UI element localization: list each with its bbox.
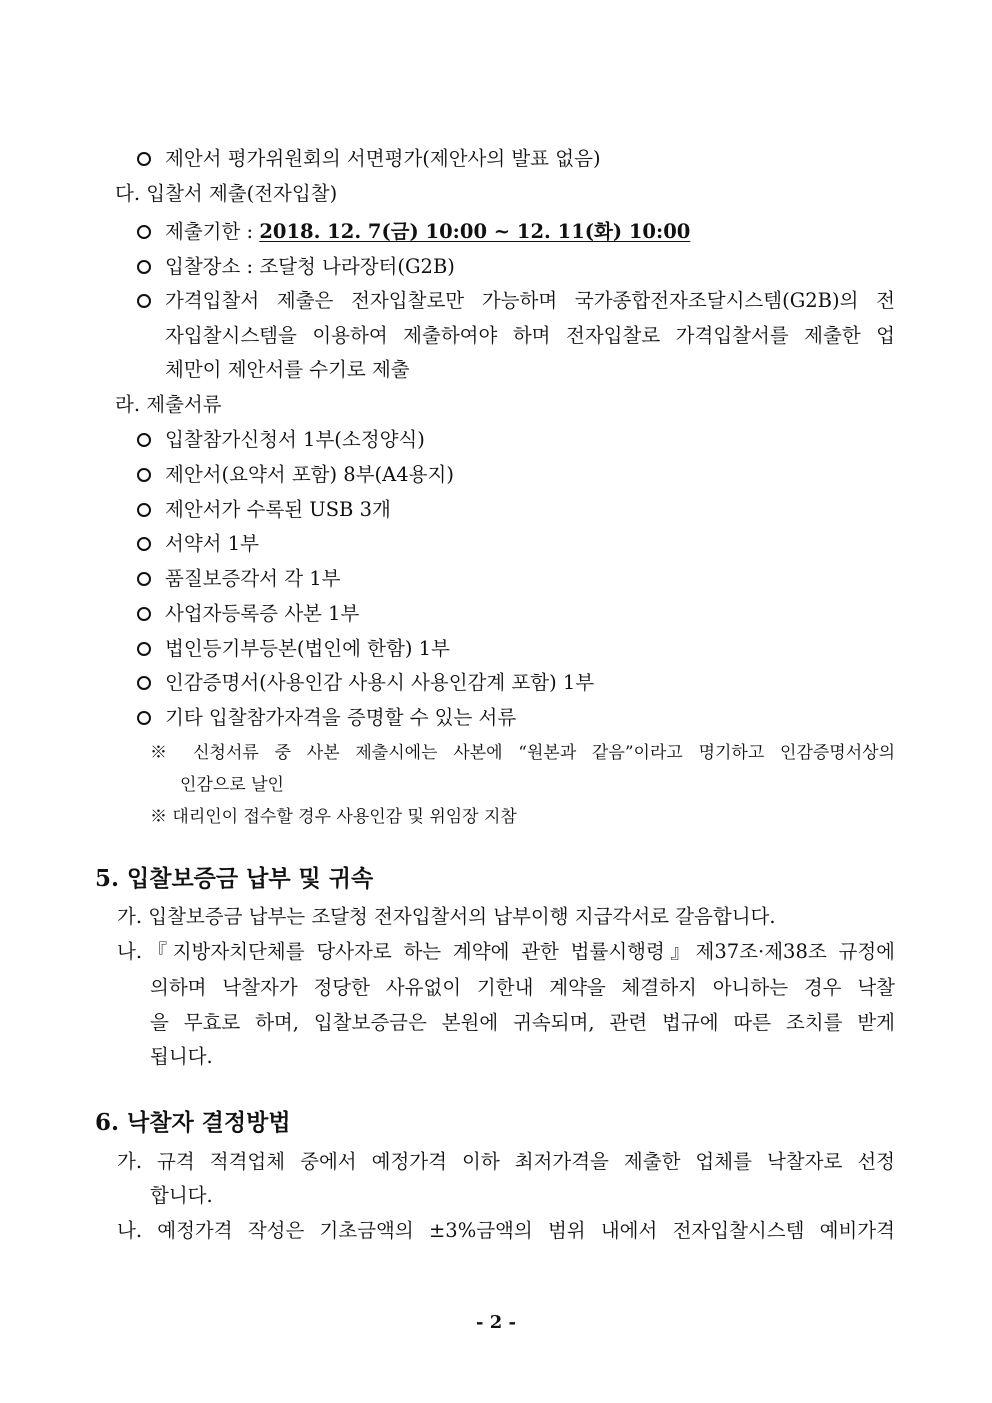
bullet-icon [137,537,151,551]
bullet-text: 법인등기부등본(법인에 한함) 1부 [165,637,450,660]
paragraph-line: 의하며 낙찰자가 정당한 사유없이 기한내 계약을 체결하지 아니하는 경우 낙찰 [150,976,895,999]
bullet-icon [137,676,151,690]
bullet-icon [137,152,151,166]
note-line: ※ 대리인이 접수할 경우 사용인감 및 위임장 지참 [150,807,517,827]
bullet-icon [137,433,151,447]
paragraph-line: 을 무효로 하며, 입찰보증금은 본원에 귀속되며, 관련 법규에 따른 조치를 받게 [150,1011,895,1034]
deadline-label: 제출기한 : [165,220,260,243]
bullet-icon [137,294,151,308]
paragraph-line: 합니다. [150,1184,213,1207]
paragraph-line: 가. 규격 적격업체 중에서 예정가격 이하 최저가격을 제출한 업체를 낙찰자로 선정 [117,1150,895,1173]
bullet-text-line: 가격입찰서 제출은 전자입찰로만 가능하며 국가종합전자조달시스템(G2B)의 전 [165,289,895,312]
bullet-icon [137,711,151,725]
bullet-text: 인감증명서(사용인감 사용시 사용인감계 포함) 1부 [165,671,595,694]
bullet-icon [137,468,151,482]
subsection-heading: 다. 입찰서 제출(전자입찰) [115,182,338,205]
note-line: 인감으로 날인 [180,775,284,795]
subsection-heading: 라. 제출서류 [115,393,222,416]
paragraph-line: 나.『지방자치단체를 당사자로 하는 계약에 관한 법률시행령』제37조·제38조 규정에 [117,940,895,963]
bullet-text-line: 체만이 제안서를 수기로 제출 [165,358,410,381]
paragraph-line: 가. 입찰보증금 납부는 조달청 전자입찰서의 납부이행 지급각서로 갈음합니다. [117,905,776,928]
bullet-text: 품질보증각서 각 1부 [165,567,341,590]
section-heading: 5. 입찰보증금 납부 및 귀속 [95,865,374,892]
note-line: ※ 신청서류 중 사본 제출시에는 사본에 “원본과 같음”이라고 명기하고 인감증명서상의 [150,743,895,763]
bullet-icon [137,642,151,656]
bullet-icon [137,503,151,517]
bullet-text [165,219,690,245]
bullet-text-line: 자입찰시스템을 이용하여 제출하여야 하며 전자입찰로 가격입찰서를 제출한 업 [165,324,895,347]
bullet-text: 입찰장소 : 조달청 나라장터(G2B) [165,255,455,278]
deadline-value: 2018. 12. 7(금) 10:00 ~ 12. 11(화) 10:00 [259,220,691,243]
bullet-text: 입찰참가신청서 1부(소정양식) [165,428,425,451]
bullet-text: 사업자등록증 사본 1부 [165,602,360,625]
bullet-icon [137,607,151,621]
paragraph-line: 됩니다. [150,1045,213,1068]
section-heading: 6. 낙찰자 결정방법 [95,1109,291,1136]
bullet-text: 제안서가 수록된 USB 3개 [165,498,391,521]
bullet-text: 제안서 평가위원회의 서면평가(제안사의 발표 없음) [165,147,601,170]
bullet-icon [137,260,151,274]
paragraph-line: 나. 예정가격 작성은 기초금액의 ±3%금액의 범위 내에서 전자입찰시스템 예비가격 [117,1219,895,1242]
bullet-text: 제안서(요약서 포함) 8부(A4용지) [165,463,454,486]
bullet-icon [137,572,151,586]
bullet-text: 서약서 1부 [165,532,259,555]
bullet-text: 기타 입찰참가자격을 증명할 수 있는 서류 [165,706,517,729]
page-number: - 2 - [476,1312,516,1333]
bullet-icon [137,225,151,239]
